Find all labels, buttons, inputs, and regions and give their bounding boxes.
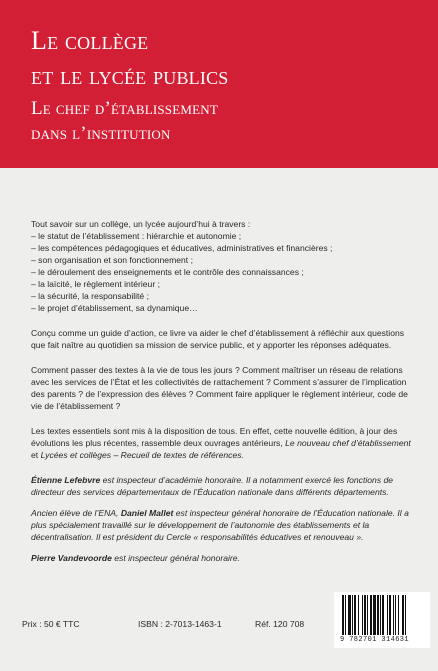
bullet-item: – la laïcité, le règlement intérieur ; bbox=[31, 279, 160, 289]
book-title-1: Le nouveau chef d’établissement bbox=[285, 438, 411, 448]
bullet-item: – les compétences pédagogiques et éducatives, administratives et financières ; bbox=[31, 243, 333, 253]
paragraph-end: . bbox=[241, 450, 244, 460]
bullet-item: – le projet d’établissement, sa dynamique… bbox=[31, 303, 198, 313]
barcode bbox=[334, 592, 430, 648]
author-name-2: Daniel Mallet bbox=[120, 508, 174, 518]
subtitle-line-1: Le chef d’établissement bbox=[31, 98, 218, 119]
intro-text: Tout savoir sur un collège, un lycée aujourd’hui à travers : bbox=[31, 219, 251, 229]
subtitle-line-2: dans l’institution bbox=[31, 123, 171, 144]
paragraph-texts-body: Les textes essentiels sont mis à la disposition de tous. En effet, cette nouvelle édition, à jour des évolutions les plus récentes, rassemble deux ouvrages antérieurs, bbox=[31, 426, 398, 448]
author-bio-1 bbox=[31, 474, 419, 498]
author-pre-2: Ancien élève de l’ENA, bbox=[31, 508, 121, 518]
cover-title-band bbox=[0, 0, 438, 168]
title-line-1: Le collège bbox=[31, 26, 149, 55]
paragraph-texts bbox=[31, 425, 419, 461]
bullet-item: – le statut de l’établissement : hiérarchie et autonomie ; bbox=[31, 231, 242, 241]
author-bio-2 bbox=[31, 507, 419, 543]
author-name-3: Pierre Vandevoorde bbox=[31, 553, 112, 563]
barcode-number: 9 782701 314631 bbox=[340, 636, 410, 644]
bullet-item: – son organisation et son fonctionnement ; bbox=[31, 255, 193, 265]
reference-label: Réf. 120 708 bbox=[255, 619, 305, 629]
author-text-2: est inspecteur général honoraire de l’Éducation nationale. Il a plus spécialement travaillé sur le développement de l’autonomie des établissements et la décentralisation. Il est président du Cercle « responsabilités éducatives et renouveau ». bbox=[31, 508, 409, 542]
barcode-bars-icon bbox=[342, 595, 424, 635]
author-text-3: est inspecteur général honoraire. bbox=[111, 553, 240, 563]
isbn-label: ISBN : 2-7013-1463-1 bbox=[138, 619, 222, 629]
author-name-1: Étienne Lefebvre bbox=[31, 475, 101, 485]
back-cover-text bbox=[31, 218, 419, 564]
author-text-1: est inspecteur d’académie honoraire. Il a notamment exercé les fonctions de directeur des services départementaux de l’Éducation nationale dans différents départements. bbox=[31, 475, 394, 497]
bullet-item: – la sécurité, la responsabilité ; bbox=[31, 291, 149, 301]
conjunction: et bbox=[31, 450, 41, 460]
price-label: Prix : 50 € TTC bbox=[22, 619, 80, 629]
title-line-2: et le lycée publics bbox=[31, 61, 229, 90]
author-bio-3 bbox=[31, 552, 419, 564]
paragraph-questions: Comment passer des textes à la vie de tous les jours ? Comment maîtriser un réseau de relations avec les services de l’État et les collectivités de rattachement ? Comment s’assurer de l’implication des parents ? de l’expression des élèves ? Comment faire appliquer le règlement intérieur, code de vie de l’établissement ? bbox=[31, 365, 408, 411]
paragraph-guide: Conçu comme un guide d’action, ce livre va aider le chef d’établissement à réfléchir aux questions que fait naître au quotidien sa mission de service public, et y apporter les réponses adéquates. bbox=[31, 328, 405, 350]
book-title-2: Lycées et collèges – Recueil de textes de références bbox=[40, 450, 242, 460]
bullet-item: – le déroulement des enseignements et le contrôle des connaissances ; bbox=[31, 267, 304, 277]
